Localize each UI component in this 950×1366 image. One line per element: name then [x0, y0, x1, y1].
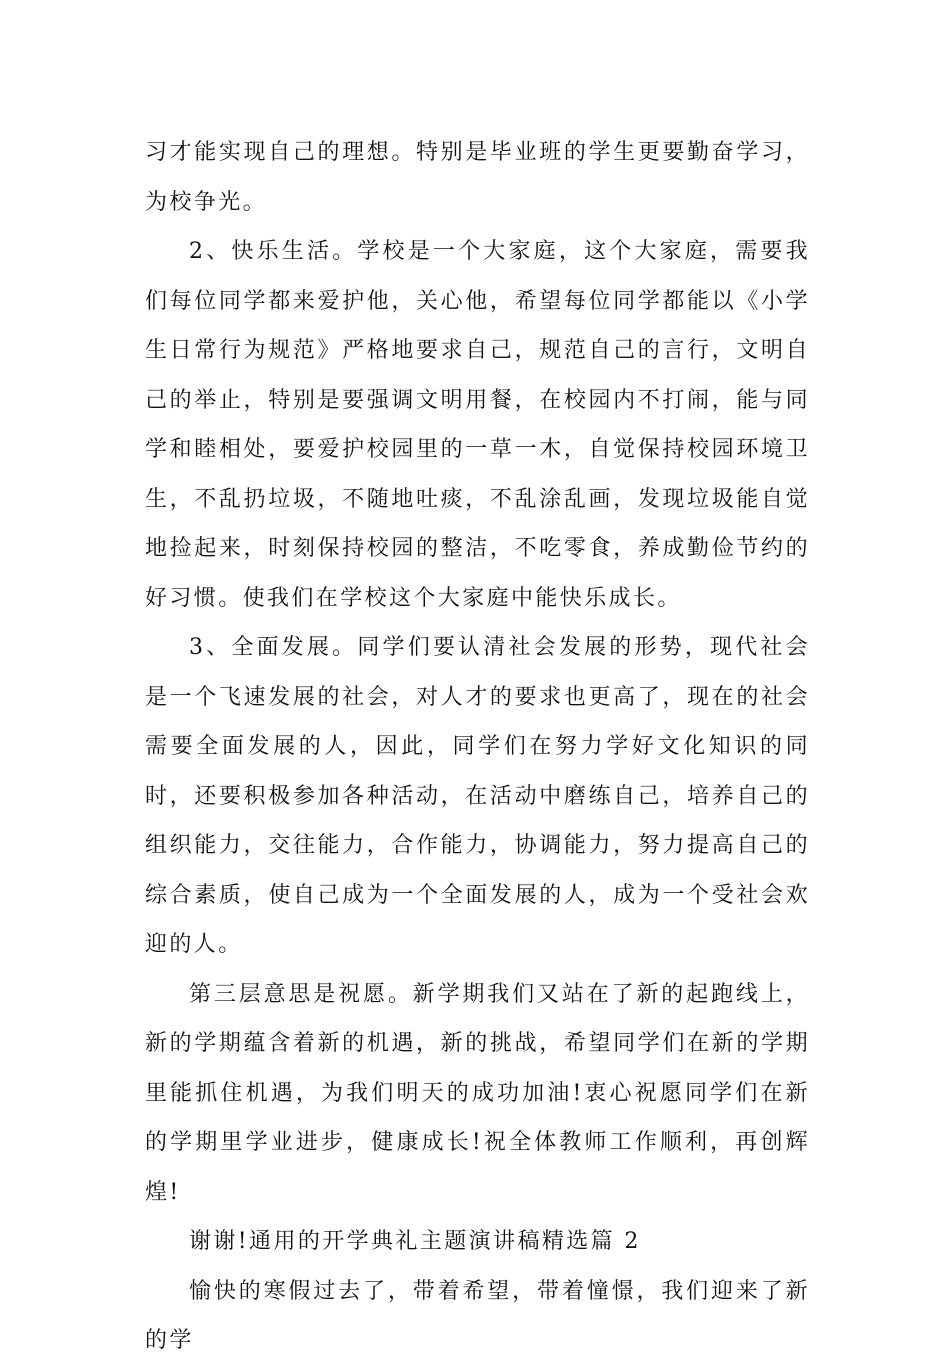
paragraph-all-round-development: 3、全面发展。同学们要认清社会发展的形势，现代社会是一个飞速发展的社会，对人才的要求也更高了，现在的社会需要全面发展的人，因此，同学们在努力学好文化知识的同时，还要积极参加各种活动，在活动中磨练自己，培养自己的组织能力，交往能力，合作能力，协调能力，努力提高自己的综合素质，使自己成为一个全面发展的人，成为一个受社会欢迎的人。	[145, 635, 810, 957]
paragraph-happy-life: 2、快乐生活。学校是一个大家庭，这个大家庭，需要我们每位同学都来爱护他，关心他，希望每位同学都能以《小学生日常行为规范》严格地要求自己，规范自己的言行，文明自己的举止，特别是要强调文明用餐，在校园内不打闹，能与同学和睦相处，要爱护校园里的一草一木，自觉保持校园环境卫生，不乱扔垃圾，不随地吐痰，不乱涂乱画，发现垃圾能自觉地捡起来，时刻保持校园的整洁，不吃零食，养成勤俭节约的好习惯。使我们在学校这个大家庭中能快乐成长。	[145, 239, 810, 611]
paragraph-next-speech-start: 愉快的寒假过去了，带着希望，带着憧憬，我们迎来了新的学	[145, 1278, 810, 1353]
document-body	[145, 128, 810, 1366]
paragraph-wishes: 第三层意思是祝愿。新学期我们又站在了新的起跑线上，新的学期蕴含着新的机遇，新的挑战，希望同学们在新的学期里能抓住机遇，为我们明天的成功加油!衷心祝愿同学们在新的学期里学业进步，健康成长!祝全体教师工作顺利，再创辉煌!	[145, 981, 810, 1205]
paragraph-thanks-and-heading: 谢谢!通用的开学典礼主题演讲稿精选篇 2	[189, 1229, 641, 1254]
paragraph-continuation: 习才能实现自己的理想。特别是毕业班的学生更要勤奋学习，为校争光。	[145, 140, 810, 215]
